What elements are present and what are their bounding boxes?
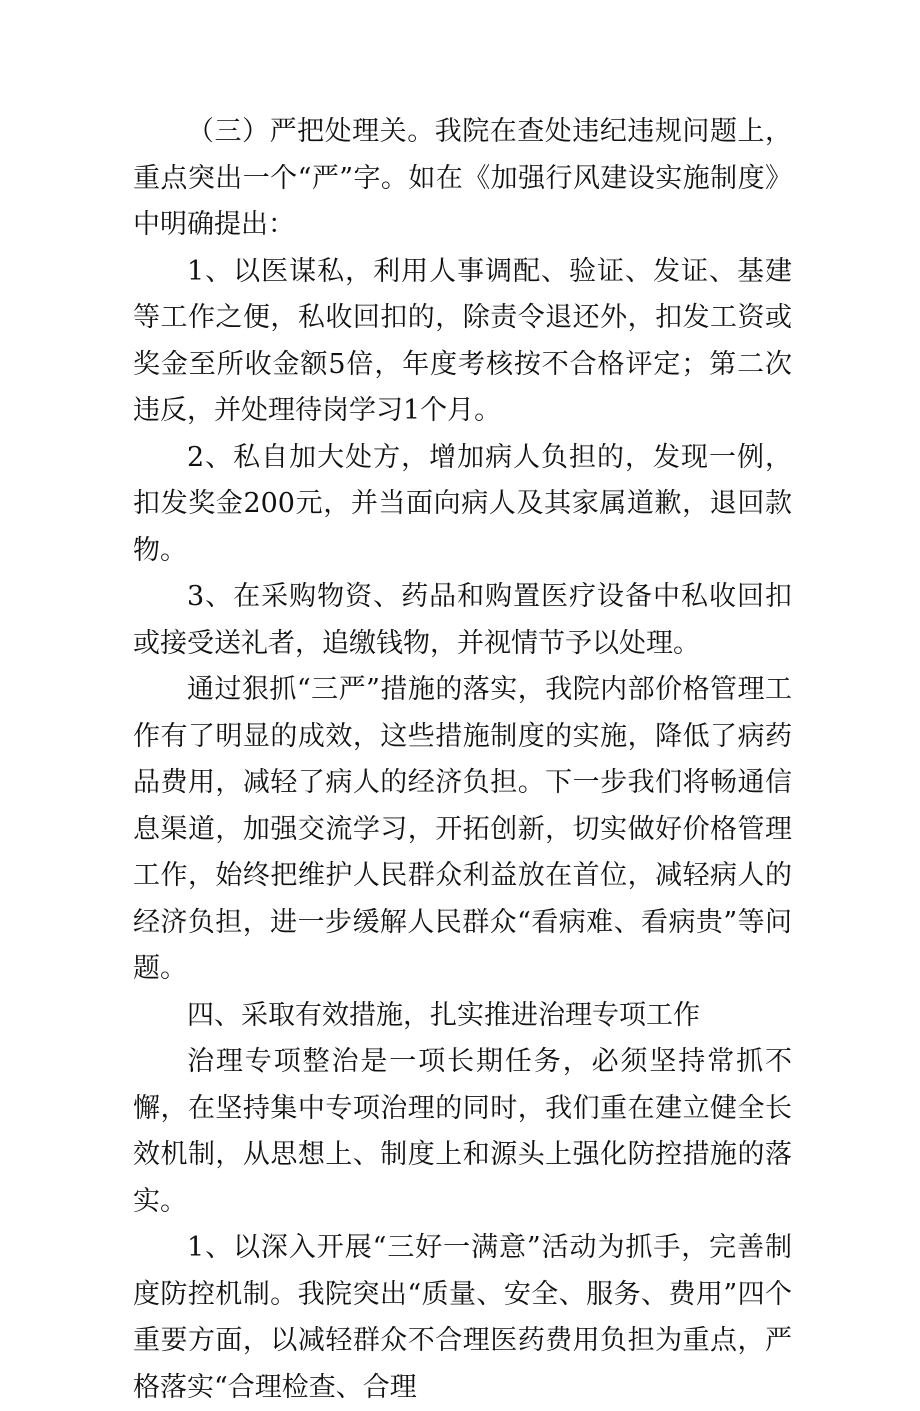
paragraph-results-summary: 通过狠抓“三严”措施的落实，我院内部价格管理工作有了明显的成效，这些措施制度的实施，降低了病药品费用，减轻了病人的经济负担。下一步我们将畅通信息渠道，加强交流学习，开拓创新，切实做好价格管理工作，始终把维护人民群众利益放在首位，减轻病人的经济负担，进一步缓解人民群众“看病难、看病贵”等问题。 xyxy=(133,674,792,984)
paragraph-strict-handling: （三）严把处理关。我院在查处违纪违规问题上，重点突出一个“严”字。如在《加强行风建设实施制度》中明确提出： xyxy=(133,116,792,240)
paragraph-long-term-task: 治理专项整治是一项长期任务，必须坚持常抓不懈，在坚持集中专项治理的同时，我们重在建立健全长效机制，从思想上、制度上和源头上强化防控措施的落实。 xyxy=(133,1046,792,1217)
paragraph-item-1-kickbacks: 1、以医谋私，利用人事调配、验证、发证、基建等工作之便，私收回扣的，除责令退还外，扣发工资或奖金至所收金额5倍，年度考核按不合格评定；第二次违反，并处理待岗学习1个月。 xyxy=(133,255,792,426)
paragraph-item-1-three-good: 1、以深入开展“三好一满意”活动为抓手，完善制度防控机制。我院突出“质量、安全、服务、费用”四个重要方面，以减轻群众不合理医药费用负担为重点，严格落实“合理检查、合理 xyxy=(133,1232,792,1403)
paragraph-item-3-procurement: 3、在采购物资、药品和购置医疗设备中私收回扣或接受送礼者，追缴钱物，并视情节予以处理。 xyxy=(133,581,792,659)
paragraph-item-2-prescriptions: 2、私自加大处方，增加病人负担的，发现一例，扣发奖金200元，并当面向病人及其家属道歉，退回款物。 xyxy=(133,441,792,566)
section-heading-four: 四、采取有效措施，扎实推进治理专项工作 xyxy=(187,999,700,1031)
